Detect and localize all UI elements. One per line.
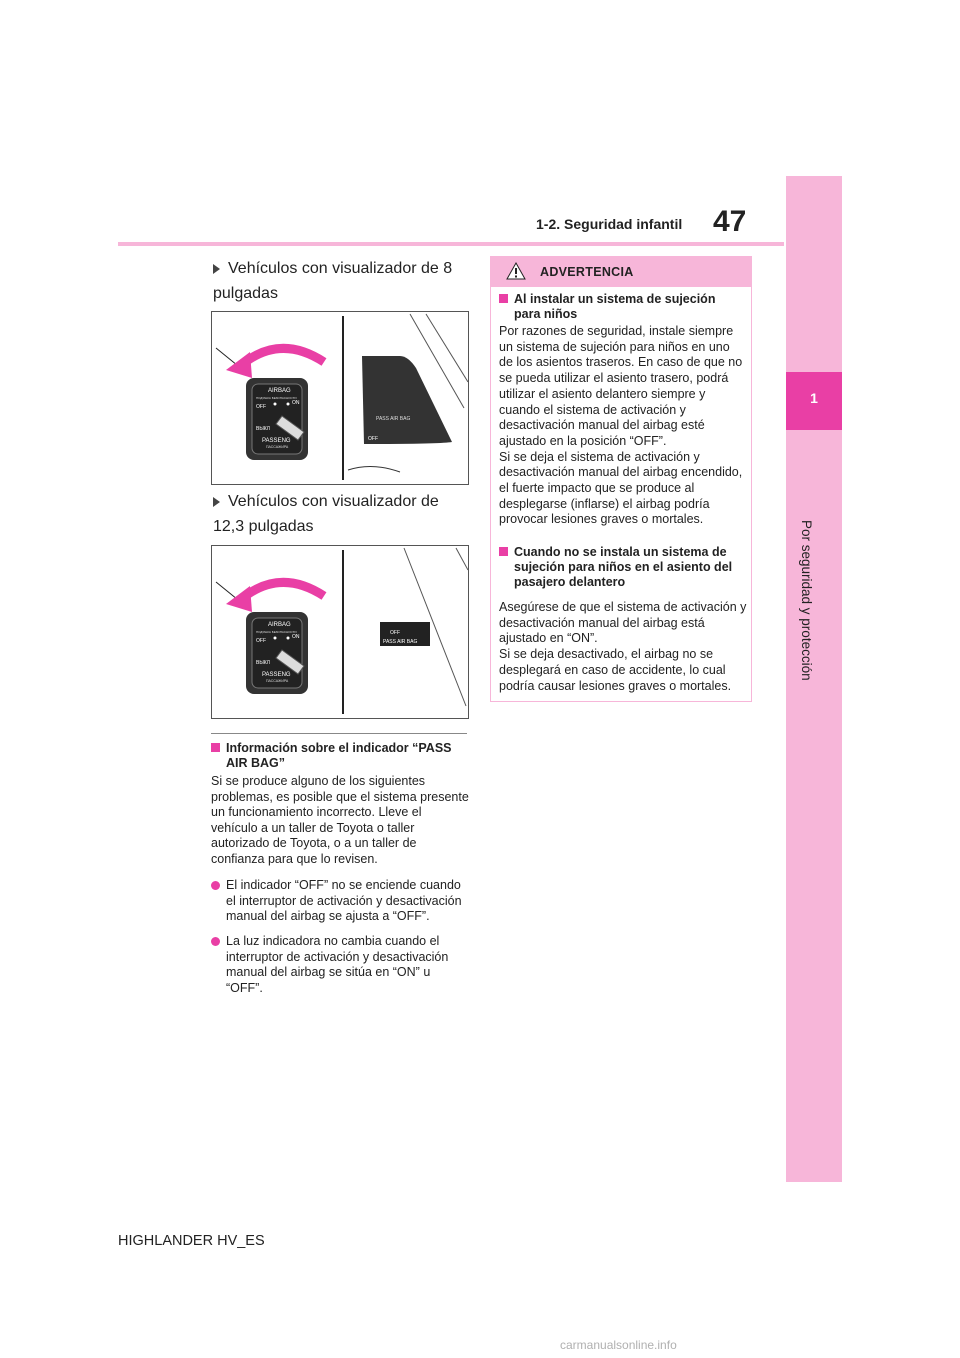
warning-title: ADVERTENCIA: [540, 265, 634, 279]
switch-ru-text: ПОДУШКА БЕЗОПАСНОСТИ: [256, 630, 297, 634]
section-title: 1-2. Seguridad infantil: [536, 216, 683, 232]
switch-airbag-text: AIRBAG: [268, 622, 291, 628]
chapter-title: Por seguridad y protección: [799, 520, 814, 681]
figure-8-inch: [211, 311, 469, 485]
header-rule: [118, 242, 784, 246]
triangle-bullet-icon: [213, 264, 220, 274]
switch-ru-off-text: ВЫКЛ: [256, 426, 270, 432]
subhead-12-inch: Vehículos con visualizador de 12,3 pulgadas: [213, 493, 439, 535]
chapter-side-tab[interactable]: [786, 176, 842, 1182]
switch-on-text: ON: [292, 400, 300, 406]
warning-heading: Al instalar un sistema de sujeción para niños: [499, 292, 743, 322]
indicator-off-text: OFF: [390, 630, 400, 636]
chapter-number: 1: [810, 390, 818, 406]
switch-off-text: OFF: [256, 404, 266, 410]
switch-passeng-text: PASSENG: [262, 672, 291, 678]
footer-model: HIGHLANDER HV_ES: [118, 1233, 265, 1249]
warning-heading: Cuando no se instala un sistema de sujeción para niños en el asiento del pasajero delantero: [499, 545, 743, 590]
figure-12-inch: [211, 545, 469, 719]
switch-on-text: ON: [292, 634, 300, 640]
square-bullet-icon: [499, 547, 508, 556]
switch-ru-passenger-text: ПАССАЖИРА: [266, 445, 289, 449]
triangle-bullet-icon: [213, 497, 220, 507]
list-item: El indicador “OFF” no se enciende cuando el interruptor de activación y desactivación manual del airbag se ajusta a “OFF”.: [211, 878, 469, 925]
section-divider: [211, 733, 467, 734]
indicator-label-text: PASS AIR BAG: [383, 639, 418, 645]
circle-bullet-icon: [211, 937, 220, 946]
switch-ru-off-text: ВЫКЛ: [256, 660, 270, 666]
switch-airbag-text: AIRBAG: [268, 388, 291, 394]
switch-passeng-text: PASSENG: [262, 438, 291, 444]
switch-off-text: OFF: [256, 638, 266, 644]
indicator-off-text: OFF: [368, 436, 378, 442]
warning-paragraph: Asegúrese de que el sistema de activación y desactivación manual del airbag está ajustado en “ON”. Si se deja desactivado, el airbag no se desplegará en caso de accidente, lo cual podría causar lesiones graves o mortales.: [499, 600, 747, 693]
airbag-switch-illustration: [212, 546, 468, 718]
list-item: La luz indicadora no cambia cuando el interruptor de activación y desactivación manual del airbag se sitúa en “ON” u “OFF”.: [211, 934, 469, 996]
watermark: carmanualsonline.info: [560, 1338, 677, 1352]
square-bullet-icon: [499, 294, 508, 303]
circle-bullet-icon: [211, 881, 220, 890]
info-paragraph: Si se produce alguno de los siguientes problemas, es posible que el sistema presente un funcionamiento incorrecto. Lleve el vehículo a un taller de Toyota o taller autorizado de Toyota, o a un taller de confianza para que lo revisen.: [211, 774, 469, 866]
square-bullet-icon: [211, 743, 220, 752]
airbag-switch-illustration: [212, 312, 468, 484]
warning-paragraph: Por razones de seguridad, instale siempre un sistema de sujeción para niños en uno de los asientos traseros. En caso de que no se pueda utilizar el asiento trasero, podrá utilizar el asiento delantero siempre y cuando el sistema de activación y desactivación manual del airbag esté ajustado en la posición “OFF”. Si se deja el sistema de activación y desactivación manual del airbag encendido, el fuerte impacto que se produce al desplegarse (inflarse) el airbag podría provocar lesiones graves o mortales.: [499, 324, 743, 527]
indicator-label-text: PASS AIR BAG: [376, 416, 411, 422]
subhead-8-inch: Vehículos con visualizador de 8 pulgadas: [213, 260, 453, 302]
switch-ru-passenger-text: ПАССАЖИРА: [266, 679, 289, 683]
info-heading: Información sobre el indicador “PASS AIR BAG”: [211, 741, 467, 771]
switch-ru-text: ПОДУШКА БЕЗОПАСНОСТИ: [256, 396, 297, 400]
warning-triangle-icon: [506, 262, 526, 285]
page-number: 47: [713, 205, 747, 238]
